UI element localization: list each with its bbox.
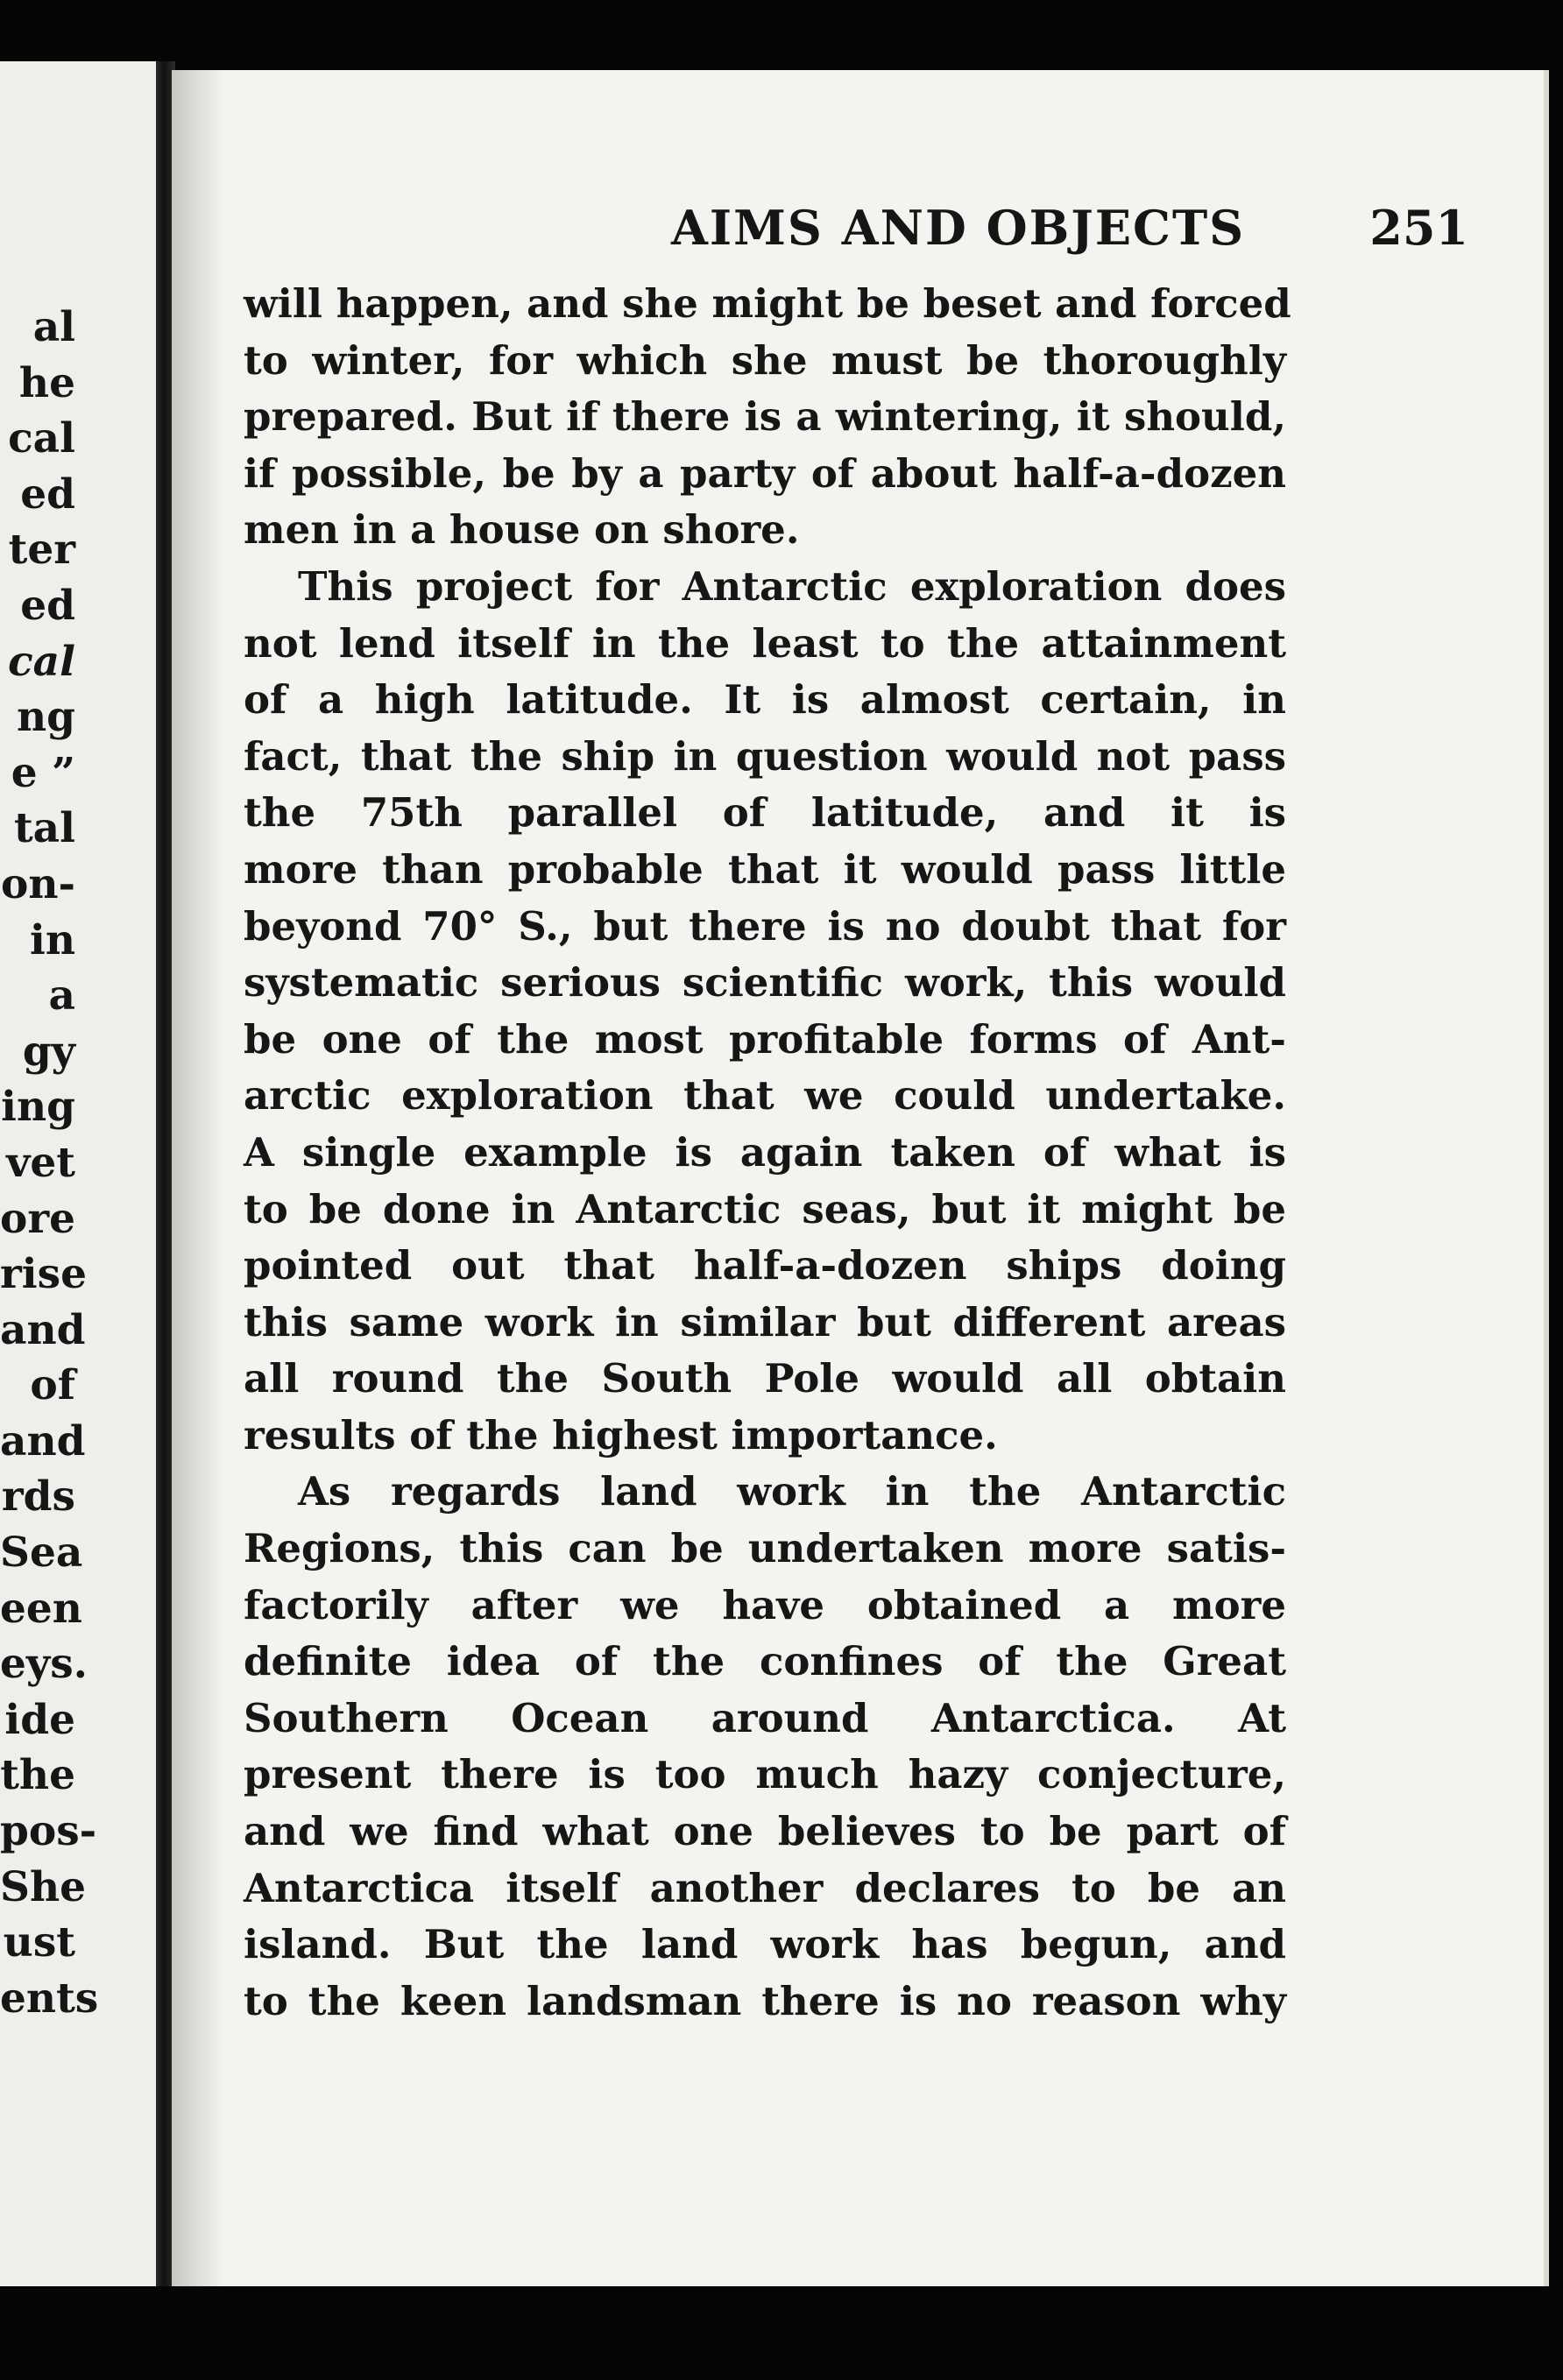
running-head [435, 200, 1468, 270]
previous-page-fragment: ed [20, 470, 75, 519]
text-line: fact, that the ship in question would not pass [244, 732, 1286, 780]
previous-page-fragment: Sea [0, 1529, 83, 1578]
previous-page-fragment: ing [1, 1083, 75, 1132]
running-title: AIMS AND OBJECTS [671, 200, 1246, 256]
previous-page-fragment: rise [0, 1250, 87, 1299]
previous-page-text [0, 300, 163, 2026]
previous-page-fragment: in [29, 915, 75, 964]
previous-page-fragment: ents [0, 1974, 99, 2023]
previous-page-fragment: eys. [0, 1640, 88, 1689]
text-line: to the keen landsman there is no reason why [244, 1977, 1286, 2024]
text-line: not lend itself in the least to the attainment [244, 619, 1286, 667]
previous-page-edge [0, 61, 163, 2286]
text-line: prepared. But if there is a wintering, it should, [244, 393, 1286, 441]
previous-page-fragment: he [18, 358, 75, 407]
text-line: to be done in Antarctic seas, but it might be [244, 1185, 1286, 1232]
page-curl-shadow [172, 70, 224, 2286]
body-text [244, 276, 1291, 2030]
previous-page-fragment: vet [6, 1138, 75, 1187]
text-line: more than probable that it would pass little [244, 845, 1286, 893]
text-line: A single example is again taken of what is [244, 1128, 1286, 1176]
text-line: island. But the land work has begun, and [244, 1921, 1286, 1968]
previous-page-fragment: gy [22, 1027, 75, 1076]
previous-page-fragment: ore [0, 1194, 76, 1243]
text-line: of a high latitude. It is almost certain, in [244, 676, 1286, 724]
text-line: systematic serious scientific work, this would [244, 959, 1286, 1006]
previous-page-fragment: She [0, 1862, 87, 1911]
previous-page-fragment: the [0, 1751, 75, 1800]
text-line: Southern Ocean around Antarctica. At [244, 1694, 1286, 1741]
text-line: and we find what one believes to be part of [244, 1808, 1286, 1855]
previous-page-fragment: een [0, 1584, 82, 1633]
page-number: 251 [1369, 200, 1468, 256]
text-line: results of the highest importance. [244, 1411, 998, 1458]
text-line: As regards land work in the Antarctic [298, 1468, 1286, 1515]
text-line: men in a house on shore. [244, 506, 800, 554]
previous-page-fragment: and [0, 1416, 86, 1465]
text-line: will happen, and she might be beset and forced [244, 280, 1291, 327]
text-line: Regions, this can be undertaken more satis- [244, 1525, 1286, 1572]
previous-page-fragment: on- [0, 859, 75, 908]
previous-page-fragment: ust [3, 1918, 75, 1967]
previous-page-fragment: tal [13, 804, 75, 853]
text-line: factorily after we have obtained a more [244, 1581, 1286, 1628]
text-line: Antarctica itself another declares to be an [244, 1864, 1286, 1911]
text-line: definite idea of the confines of the Great [244, 1638, 1286, 1685]
previous-page-fragment: ed [20, 581, 75, 630]
previous-page-fragment: a [48, 971, 75, 1021]
previous-page-fragment: al [32, 303, 75, 351]
previous-page-fragment: cal [8, 637, 75, 686]
previous-page-fragment: pos- [0, 1807, 97, 1856]
text-line: the 75th parallel of latitude, and it is [244, 789, 1286, 837]
text-line: beyond 70° S., but there is no doubt that for [244, 902, 1286, 950]
text-line: all round the South Pole would all obtain [244, 1355, 1286, 1402]
previous-page-fragment: and [0, 1305, 86, 1354]
text-line: pointed out that half-a-dozen ships doing [244, 1242, 1286, 1289]
text-line: arctic exploration that we could undertake. [244, 1072, 1286, 1119]
previous-page-fragment: rds [1, 1472, 75, 1522]
previous-page-fragment: ter [8, 526, 75, 575]
previous-page-fragment: of [30, 1361, 75, 1410]
previous-page-fragment: e ” [11, 748, 75, 797]
text-line: present there is too much hazy conjecture, [244, 1751, 1286, 1798]
previous-page-fragment: ide [4, 1695, 75, 1744]
text-line: if possible, be by a party of about half-a-dozen [244, 449, 1286, 497]
text-line: be one of the most profitable forms of Ant- [244, 1015, 1286, 1063]
previous-page-fragment: cal [8, 414, 75, 463]
text-line: to winter, for which she must be thoroughly [244, 336, 1286, 384]
text-line: this same work in similar but different areas [244, 1298, 1286, 1345]
text-line: This project for Antarctic exploration does [298, 562, 1286, 610]
book-page [172, 70, 1549, 2286]
previous-page-fragment: ng [16, 693, 75, 742]
